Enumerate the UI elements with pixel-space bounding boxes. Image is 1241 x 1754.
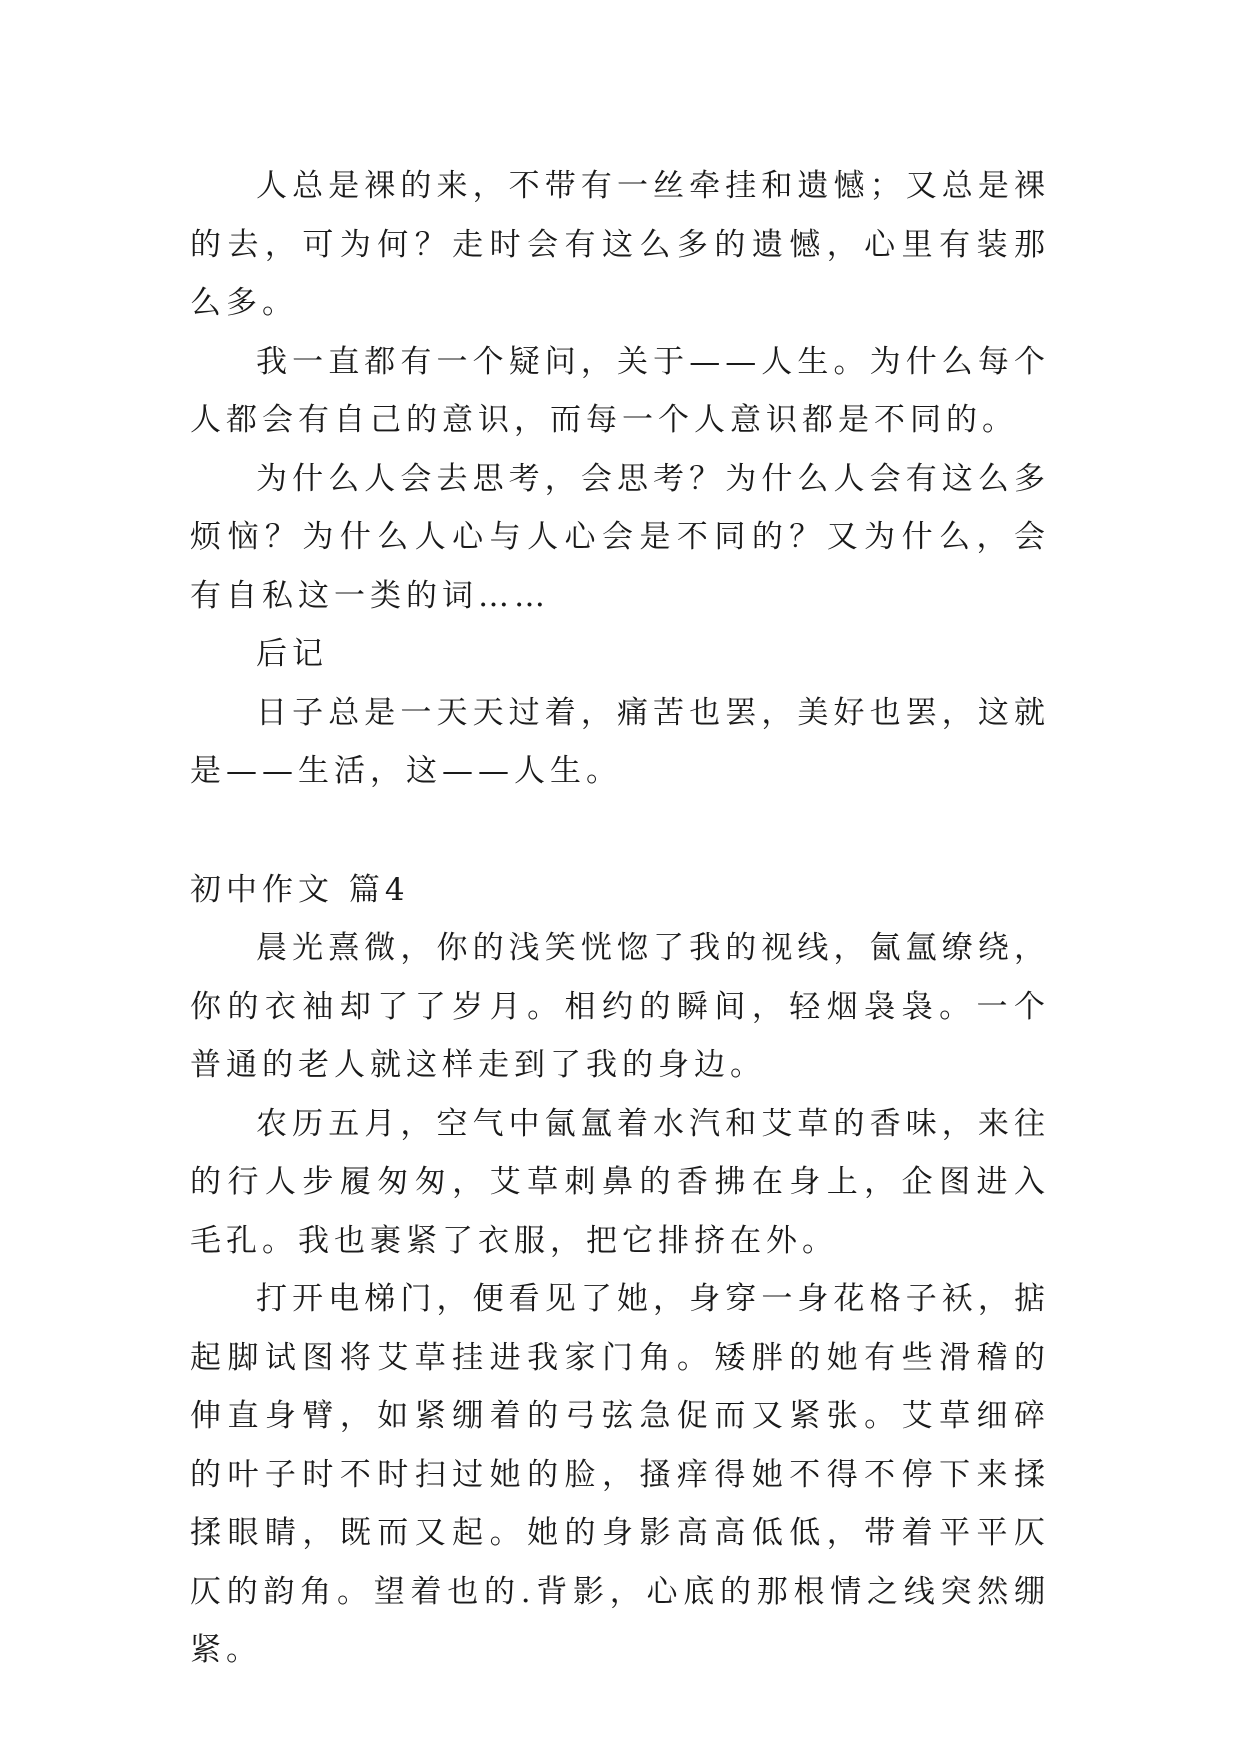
paragraph-morning-light: 晨光熹微，你的浅笑恍惚了我的视线，氤氲缭绕，你的衣袖却了了岁月。相约的瞬间，轻烟袅袅。一个普通的老人就这样走到了我的身边。	[190, 930, 1050, 1083]
document-page	[190, 157, 1050, 1680]
section-spacer	[190, 801, 1050, 861]
paragraph-fifth-month: 农历五月，空气中氤氲着水汽和艾草的香味，来往的行人步履匆匆，艾草刺鼻的香拂在身上，企图进入毛孔。我也裹紧了衣服，把它排挤在外。	[190, 1105, 1050, 1259]
paragraph-days-pass: 日子总是一天天过着，痛苦也罢，美好也罢，这就是——生活，这——人生。	[190, 694, 1050, 789]
section-heading: 初中作文 篇4	[190, 871, 410, 908]
paragraph-naked-coming: 人总是裸的来，不带有一丝牵挂和遗憾；又总是裸的去，可为何？走时会有这么多的遗憾，心里有装那么多。	[190, 168, 1050, 321]
paragraph-why-think: 为什么人会去思考，会思考？为什么人会有这么多烦恼？为什么人心与人心会是不同的？又为什么，会有自私这一类的词……	[190, 460, 1050, 614]
paragraph-elevator-door: 打开电梯门，便看见了她，身穿一身花格子袄，掂起脚试图将艾草挂进我家门角。矮胖的她有些滑稽的伸直身臂，如紧绷着的弓弦急促而又紧张。艾草细碎的叶子时不时扫过她的脸，搔痒得她不得不停下来揉揉眼睛，既而又起。她的身影高高低低，带着平平仄仄的韵角。望着也的.背影，心底的那根情之线突然绷紧。	[190, 1281, 1050, 1668]
paragraph-afterword-title: 后记	[256, 636, 328, 672]
paragraph-question-of-life: 我一直都有一个疑问，关于——人生。为什么每个人都会有自己的意识，而每一个人意识都是不同的。	[190, 343, 1050, 438]
